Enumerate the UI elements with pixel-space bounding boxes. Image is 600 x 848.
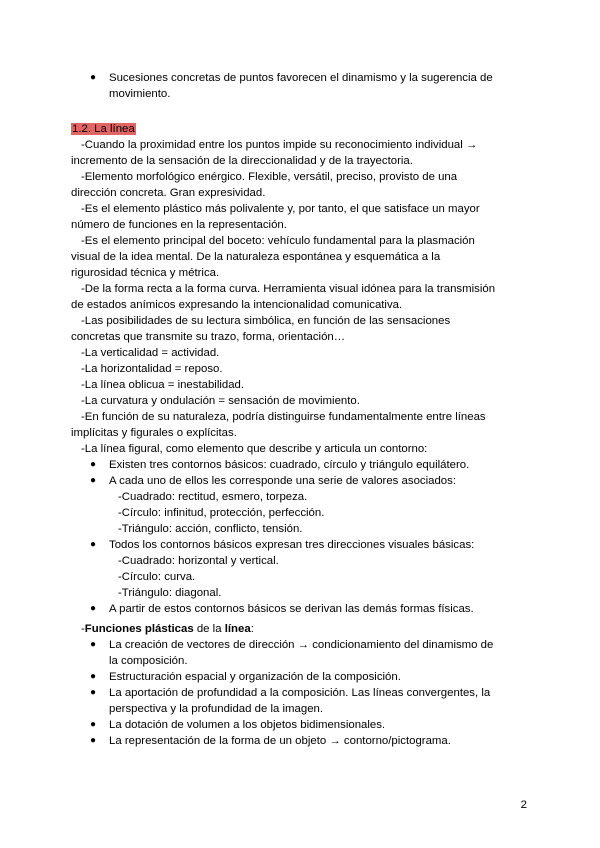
body-line: implícitas y figurales o explícitas.: [71, 427, 237, 439]
bullet-icon: ●: [90, 72, 97, 83]
body-line: -De la forma recta a la forma curva. Herramienta visual idónea para la transmisión: [81, 283, 496, 295]
sub-line: -Cuadrado: rectitud, esmero, torpeza.: [118, 491, 308, 503]
bullet-text: Sucesiones concretas de puntos favorecen el dinamismo y la sugerencia de: [109, 72, 493, 84]
bullet-text: A cada uno de ellos les corresponde una serie de valores asociados:: [109, 475, 457, 487]
body-line: -Cuando la proximidad entre los puntos impide su reconocimiento individual →: [81, 139, 478, 151]
bullet-icon: ●: [90, 671, 97, 682]
section-heading: [71, 121, 136, 137]
body-line: de estados anímicos expresando la intencionalidad comunicativa.: [71, 299, 403, 311]
bullet-text: la composición.: [109, 655, 188, 667]
bullet-icon: ●: [90, 475, 97, 486]
bullet-text: Existen tres contornos básicos: cuadrado, círculo y triángulo equilátero.: [109, 459, 470, 471]
bullet-icon: ●: [90, 459, 97, 470]
section-title: 1.2. La línea: [72, 123, 135, 135]
body-line: incremento de la sensación de la direccionalidad y de la trayectoria.: [71, 155, 413, 167]
page-number: 2: [520, 799, 527, 811]
funciones-heading: [81, 621, 254, 637]
sub-line: -Triángulo: diagonal.: [118, 587, 222, 599]
bullet-text: A partir de estos contornos básicos se derivan las demás formas físicas.: [109, 603, 474, 615]
heading-bold-1: Funciones plásticas: [84, 623, 194, 635]
body-line: -Elemento morfológico enérgico. Flexible, versátil, preciso, provisto de una: [81, 171, 458, 183]
heading-bold-2: línea: [224, 623, 251, 635]
heading-middle: de la: [193, 623, 225, 635]
sub-line: -Triángulo: acción, conflicto, tensión.: [118, 523, 303, 535]
body-line: concretas que transmite su trazo, forma, orientación…: [71, 331, 346, 343]
sub-line: -Círculo: infinitud, protección, perfección.: [118, 507, 325, 519]
body-line: número de funciones en la representación.: [71, 219, 287, 231]
body-line: -Es el elemento principal del boceto: vehículo fundamental para la plasmación: [81, 235, 475, 247]
sub-line: -Círculo: curva.: [118, 571, 196, 583]
bullet-text: perspectiva y la profundidad de la imagen.: [109, 703, 324, 715]
bullet-text: La dotación de volumen a los objetos bidimensionales.: [109, 719, 386, 731]
body-line: -En función de su naturaleza, podría distinguirse fundamentalmente entre líneas: [81, 411, 486, 423]
sub-line: -Cuadrado: horizontal y vertical.: [118, 555, 279, 567]
body-line: -Las posibilidades de su lectura simbólica, en función de las sensaciones: [81, 315, 451, 327]
bullet-icon: ●: [90, 603, 97, 614]
body-line: dirección concreta. Gran expresividad.: [71, 187, 266, 199]
bullet-icon: ●: [90, 719, 97, 730]
heading-suffix: :: [250, 623, 254, 635]
body-line: -La verticalidad = actividad.: [81, 347, 220, 359]
bullet-text: Estructuración espacial y organización de la composición.: [109, 671, 401, 683]
body-line: visual de la idea mental. De la naturaleza espontánea y esquemática a la: [71, 251, 441, 263]
body-line: rigurosidad técnica y métrica.: [71, 267, 220, 279]
bullet-icon: ●: [90, 539, 97, 550]
body-line: -La línea figural, como elemento que describe y articula un contorno:: [81, 443, 428, 455]
bullet-icon: ●: [90, 639, 97, 650]
bullet-text: movimiento.: [109, 88, 171, 100]
bullet-text: Todos los contornos básicos expresan tres direcciones visuales básicas:: [109, 539, 475, 551]
bullet-icon: ●: [90, 687, 97, 698]
body-line: -Es el elemento plástico más polivalente y, por tanto, el que satisface un mayor: [81, 203, 480, 215]
bullet-text: La creación de vectores de dirección → condicionamiento del dinamismo de: [109, 639, 494, 651]
body-line: -La horizontalidad = reposo.: [81, 363, 223, 375]
bullet-icon: ●: [90, 735, 97, 746]
heading-prefix: -: [81, 623, 85, 635]
body-line: -La línea oblicua = inestabilidad.: [81, 379, 245, 391]
bullet-text: La representación de la forma de un objeto → contorno/pictograma.: [109, 735, 451, 747]
body-line: -La curvatura y ondulación = sensación de movimiento.: [81, 395, 360, 407]
bullet-text: La aportación de profundidad a la composición. Las líneas convergentes, la: [109, 687, 491, 699]
